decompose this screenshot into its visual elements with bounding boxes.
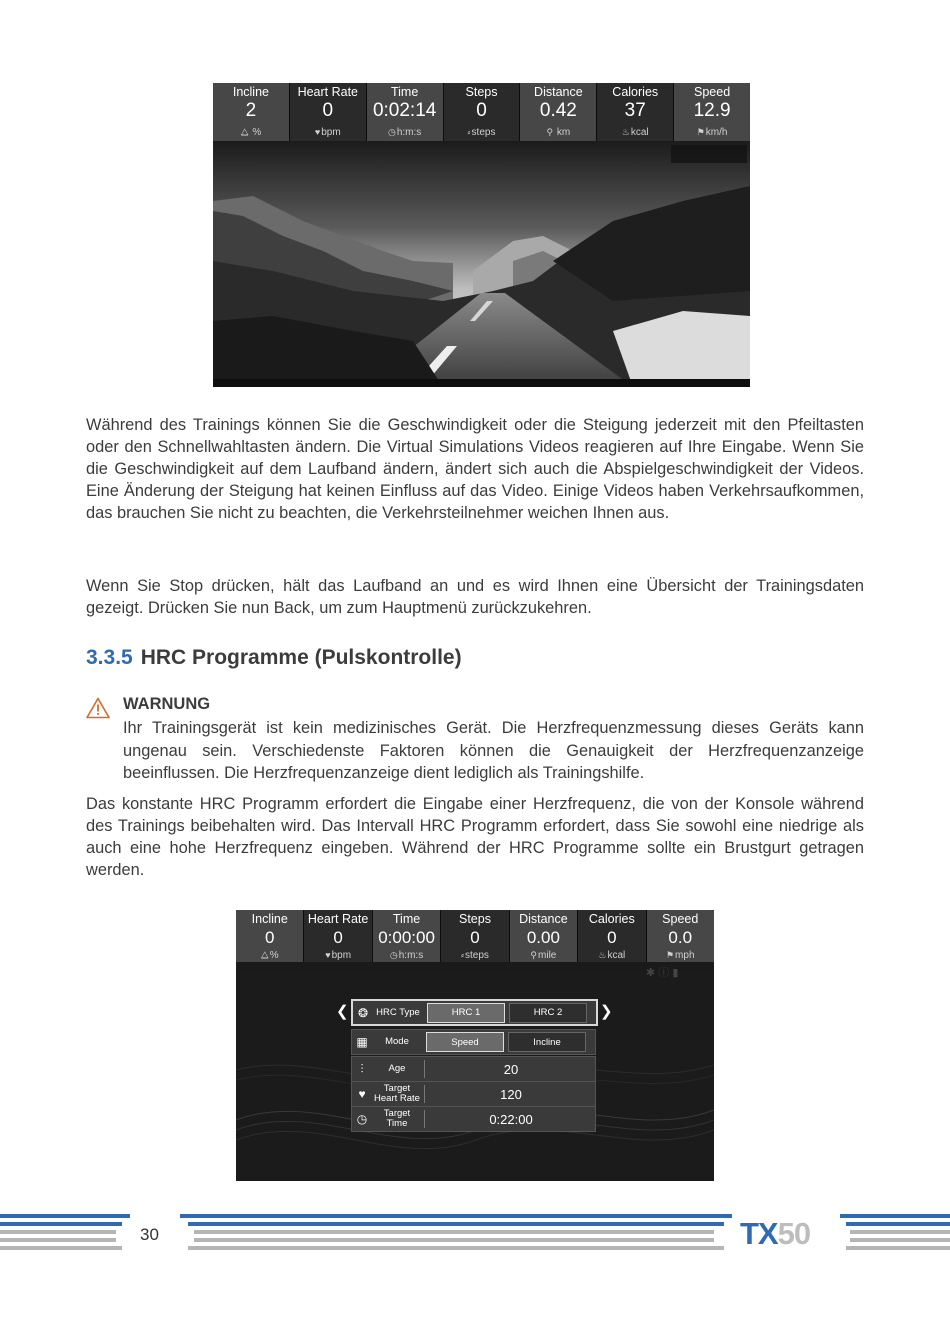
row-label: Target [383,1083,411,1094]
row-label: Heart Rate [374,1093,420,1104]
stat-unit: kcal [607,950,626,961]
runner-icon: ⚑ [696,127,705,137]
stats-bar [213,83,750,141]
triangle-icon: ⧋ [240,127,249,137]
medal-icon: ❂ [357,1005,369,1020]
grid-icon: ▦ [356,1035,368,1049]
stat-heart-rate [290,83,367,141]
warning-icon [86,697,110,719]
stat-value: 0 [333,928,343,947]
stat-label: Calories [588,912,635,926]
stat-value: 0 [476,100,487,121]
option-speed[interactable]: Speed [426,1032,504,1052]
stat-label: Speed [694,85,731,99]
stat-steps [444,83,521,141]
brand-number: 50 [777,1216,811,1251]
stat-calories [578,910,646,962]
option-hrc-2[interactable]: HRC 2 [509,1003,587,1023]
stat-unit: % [269,950,279,961]
target-heart-rate-value[interactable]: 120 [500,1086,522,1102]
menu-row-age[interactable] [351,1056,596,1082]
people-icon: ⫶ [360,1061,364,1076]
stat-unit: h:m:s [396,127,422,138]
stat-label: Incline [251,912,288,926]
section-heading [86,646,462,670]
row-label: HRC Type [376,1006,420,1018]
stat-incline [236,910,304,962]
console-screen-hrc-menu [236,910,714,1181]
stripes-middle [180,1214,732,1250]
stat-unit: % [252,127,262,138]
heart-icon: ♥ [314,127,321,137]
stat-label: Calories [612,85,659,99]
stat-speed [674,83,750,141]
heart-pulse-icon: ♥ [358,1087,366,1101]
stat-time [373,910,441,962]
stat-heart-rate [304,910,372,962]
stat-value: 0 [322,100,334,121]
option-incline[interactable]: Incline [508,1032,586,1052]
stat-incline [213,83,290,141]
clock-icon: ◷ [389,950,398,960]
brand-logo [740,1216,810,1252]
stat-label: Steps [465,85,498,99]
stat-value: 12.9 [693,100,731,121]
page-number: 30 [140,1225,159,1244]
stat-unit: bpm [321,127,341,138]
stat-label: Time [392,912,421,926]
stat-unit: bpm [331,950,352,961]
age-value[interactable]: 20 [503,1061,519,1077]
row-label: Target [383,1108,411,1119]
menu-row-target-time[interactable] [351,1106,596,1132]
stat-speed [647,910,714,962]
stat-label: Time [390,85,419,99]
location-icon: ⚲ [530,950,538,960]
stat-value: 0 [470,928,480,947]
stat-time [367,83,444,141]
stat-value: 0.00 [526,928,560,947]
paragraph-stop-back: Wenn Sie Stop drücken, hält das Laufband an und es wird Ihnen eine Übersicht der Trainingsdaten gezeigt. Drücken Sie nun Back, um zum Hauptmenü zurückzukehren. [86,577,864,617]
stat-unit: mile [538,950,557,961]
stat-unit: h:m:s [398,950,424,961]
footprint-icon: ⸗ [461,950,465,960]
bluetooth-info-icons: ✱ ⓘ ▮ [646,967,679,979]
footprint-icon: ⸗ [467,127,471,137]
stat-value: 0:00:00 [378,928,435,947]
stat-label: Steps [458,912,491,926]
paragraph-speed-incline: Während des Trainings können Sie die Geschwindigkeit oder die Steigung jederzeit mit den Pfeiltasten oder den Schnellwahltasten ändern. Die Virtual Simulations Videos reagieren auf Ihre Eingabe. Wenn Sie die Geschwindigkeit auf dem Laufband ändern, ändert sich auch die Abspielgeschwindigkeit der Videos. Eine Änderung der Steigung hat keinen Einfluss auf das Video. Einige Videos haben Verkehrsaufkommen, das brauchen Sie nicht zu beachten, die Verkehrsteilnehmer weichen Ihnen aus. [86,416,864,522]
stat-distance [520,83,597,141]
triangle-icon: ⧋ [260,950,269,960]
row-label: Age [388,1063,406,1074]
stat-unit: steps [465,950,489,961]
stat-calories [597,83,674,141]
row-label: Mode [385,1036,409,1047]
paragraph-hrc-programs: Das konstante HRC Programm erfordert die Eingabe einer Herzfrequenz, die von der Konsole während des Trainings beibehalten wird. Das Intervall HRC Programm erfordert, dass Sie sowohl eine niedrige als auch eine hohe Herzfrequenz eingeben. Während der HRC Programme sollte ein Brustgurt getragen werden. [86,795,864,879]
flame-icon: ♨ [621,127,630,137]
location-icon: ⚲ [546,127,554,137]
flame-icon: ♨ [598,950,607,960]
stat-unit: km/h [705,127,728,138]
console-screen-training [213,83,750,387]
stat-value: 0 [607,928,617,947]
stat-steps [441,910,509,962]
section-number: 3.3.5 [86,646,133,669]
warning-title: WARNUNG [123,695,211,713]
stat-value: 37 [624,100,646,121]
stat-unit: km [556,127,571,138]
stat-unit: mph [675,950,695,961]
stats-bar [236,910,714,962]
stat-unit: kcal [630,127,649,138]
heart-icon: ♥ [325,950,331,960]
mountain-road-scene [213,141,750,387]
option-hrc-1[interactable]: HRC 1 [427,1003,505,1023]
stat-label: Distance [519,912,568,926]
menu-row-mode[interactable] [351,1029,596,1055]
row-label: Time [386,1118,408,1129]
stat-label: Heart Rate [297,85,359,99]
stat-label: Speed [662,912,699,926]
warning-text: Ihr Trainingsgerät ist kein medizinisches Gerät. Die Herzfrequenzmessung dieses Geräts kann ungenau sein. Verschiedenste Faktoren können die Genauigkeit der Herzfrequenzanzeige beeinflussen. Die Herzfrequenzanzeige dient lediglich als Trainingshilfe. [123,719,864,782]
menu-row-target-heart-rate[interactable] [351,1081,596,1107]
stripes-right [840,1214,950,1250]
stat-value: 0 [264,928,275,947]
stripes-left [0,1214,130,1250]
arrow-left-icon[interactable]: ❮ [336,1003,349,1020]
stat-value: 2 [245,100,257,121]
stat-value: 0.0 [668,928,693,947]
stat-value: 0.42 [539,100,577,121]
stat-label: Incline [232,85,269,99]
stat-unit: steps [471,127,496,138]
section-title: HRC Programme (Pulskontrolle) [140,646,462,669]
clock-icon: ◷ [387,127,396,137]
runner-icon: ⚑ [665,950,675,960]
target-time-value[interactable]: 0:22:00 [489,1111,533,1127]
road-video [213,141,750,387]
clock-icon: ◷ [356,1112,368,1126]
arrow-right-icon[interactable]: ❯ [600,1003,613,1020]
stat-distance [510,910,578,962]
menu-row-hrc-type[interactable] [351,999,598,1026]
stat-value: 0:02:14 [372,100,437,121]
stat-label: Heart Rate [307,912,369,926]
stat-label: Distance [534,85,583,99]
brand-tx: TX [740,1216,778,1251]
